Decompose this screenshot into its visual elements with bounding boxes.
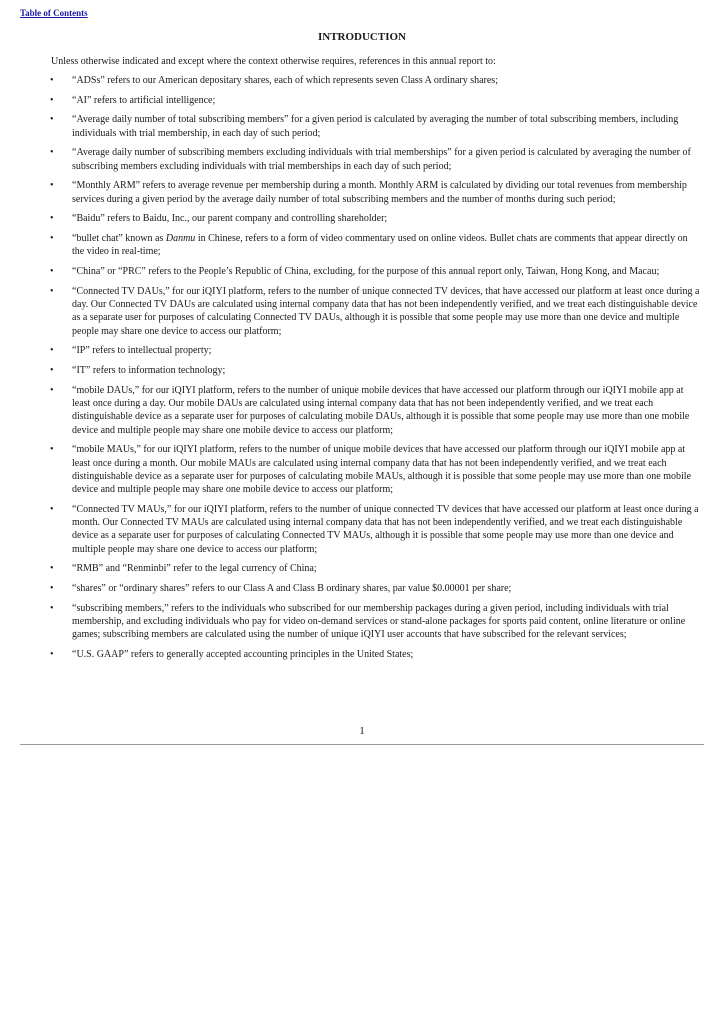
list-item xyxy=(0,179,724,206)
list-item xyxy=(0,384,724,437)
definition-term-italic: Danmu xyxy=(165,233,196,245)
definition-text: “mobile DAUs,” for our iQIYI platform, refers to the number of unique mobile devices that have accessed our platform through our iQIYI mobile app at least once during a day. Our mobile DAUs are calculated using internal company data that has not been independently verified, and we treat each distinguishable device as a separate user for purposes of calculating mobile DAUs, although it is possible that some people may use more than one mobile device and multiple people may share one mobile device to access our platform; xyxy=(72,384,690,436)
definition-text-start: “bullet chat” known as xyxy=(72,233,166,245)
definition-text: “U.S. GAAP” refers to generally accepted accounting principles in the United States; xyxy=(72,649,414,661)
list-item xyxy=(0,146,724,173)
definition-text: “China” or “PRC” refers to the People’s Republic of China, excluding, for the purpose of this annual report only, Taiwan, Hong Kong, and Macau; xyxy=(72,266,660,277)
list-item xyxy=(0,344,724,357)
definition-text: “Monthly ARM” refers to average revenue per membership during a month. Monthly ARM is calculated by dividing our total revenues from membership services during a given period by the average daily number of total subscribing members and the number of months during such period; xyxy=(72,180,687,205)
definition-text: “Connected TV DAUs,” for our iQIYI platform, refers to the number of unique connected TV devices, that have accessed our platform at least once during a day. Our Connected TV DAUs are calculated using internal company data that has not been independently verified, and we treat each distinguishable device as a separate user for purposes of calculating Connected TV DAUs, although it is possible that some people may use more than one device and multiple people may share one device to access our platform; xyxy=(72,285,700,337)
list-item xyxy=(0,443,724,496)
bullet-icon: • xyxy=(50,75,54,86)
bullet-icon: • xyxy=(50,285,54,297)
list-item xyxy=(0,602,724,642)
page-divider xyxy=(20,744,704,745)
bullet-icon: • xyxy=(50,649,54,661)
definition-text: “Average daily number of total subscribing members” for a given period is calculated by averaging the number of total subscribing members, including individuals with trial membership, in each day of such period; xyxy=(72,114,679,139)
list-item xyxy=(0,364,724,377)
bullet-icon: • xyxy=(50,345,54,357)
list-item xyxy=(0,285,724,338)
definition-text-end: in Chinese, refers to a form of video commentary used on online videos. Bullet chats are comments that appear directly on the video in real-time; xyxy=(72,233,688,258)
bullet-icon: • xyxy=(50,602,54,614)
definition-text: “Average daily number of subscribing members excluding individuals with trial memberships” for a given period is calculated by averaging the number of subscribing members excluding individuals with trial memberships in each day of such period; xyxy=(72,147,691,172)
page-title: INTRODUCTION xyxy=(317,31,406,43)
definition-text: “RMB” and “Renminbi” refer to the legal currency of China; xyxy=(72,563,317,575)
list-item xyxy=(0,562,724,575)
bullet-icon: • xyxy=(50,503,54,515)
bullet-icon: • xyxy=(50,94,54,106)
list-item xyxy=(0,648,724,661)
bullet-icon: • xyxy=(50,233,54,245)
list-item xyxy=(0,582,724,595)
list-item xyxy=(0,113,724,140)
bullet-icon: • xyxy=(50,266,54,277)
bullet-icon: • xyxy=(50,583,54,595)
page-number: 1 xyxy=(359,725,365,737)
definition-text: “Baidu” refers to Baidu, Inc., our parent company and controlling shareholder; xyxy=(72,213,388,225)
bullet-icon: • xyxy=(50,114,54,126)
definition-text: “mobile MAUs,” for our iQIYI platform, refers to the number of unique mobile devices that have accessed our platform through our iQIYI mobile app at least once during a month. Our mobile MAUs are calculated using internal company data that has not been independently verified, and we treat each distinguishable device as a separate user for purposes of calculating mobile MAUs, although it is possible that some people may use more than one mobile device and multiple people may share one mobile device to access our platform; xyxy=(72,444,692,496)
definition-text: “AI” refers to artificial intelligence; xyxy=(72,94,216,106)
list-item xyxy=(0,212,724,225)
definition-text: “shares” or “ordinary shares” refers to our Class A and Class B ordinary shares, par value $0.00001 per share; xyxy=(72,583,512,595)
list-item xyxy=(0,74,724,87)
list-item xyxy=(0,94,724,107)
definition-text: “IP” refers to intellectual property; xyxy=(72,345,212,357)
definition-text: “IT” refers to information technology; xyxy=(72,364,226,376)
bullet-icon: • xyxy=(50,147,54,159)
definition-text: “Connected TV MAUs,” for our iQIYI platform, refers to the number of unique connected TV devices that have accessed our platform at least once during a month. Our Connected TV MAUs are calculated using internal company data that has not been independently verified, and we treat each distinguishable device as a separate user for purposes of calculating Connected TV MAUs, although it is possible that some people may use more than one device and multiple people may share one device to access our platform; xyxy=(72,503,699,555)
definition-text: “ADSs” refers to our American depositary shares, each of which represents seven Class A ordinary shares; xyxy=(72,75,498,86)
definition-text: “subscribing members,” refers to the individuals who subscribed for our membership packages during a given period, including individuals with trial membership, and excluding individuals who pay for video on-demand services or stand-alone packages for sports paid content, online literature or online games; subscribing members are calculated using the number of unique iQIYI user accounts that have subscribed for the relevant services; xyxy=(72,602,686,641)
intro-paragraph: Unless otherwise indicated and except where the context otherwise requires, references in this annual report to: xyxy=(51,56,496,67)
list-item xyxy=(0,265,724,278)
definitions-list xyxy=(0,74,724,668)
bullet-icon: • xyxy=(50,444,54,456)
bullet-icon: • xyxy=(50,180,54,192)
bullet-icon: • xyxy=(50,213,54,225)
bullet-icon: • xyxy=(50,384,54,396)
table-of-contents-link[interactable]: Table of Contents xyxy=(20,8,88,18)
list-item xyxy=(0,232,724,259)
bullet-icon: • xyxy=(50,364,54,376)
list-item xyxy=(0,503,724,556)
bullet-icon: • xyxy=(50,563,54,575)
